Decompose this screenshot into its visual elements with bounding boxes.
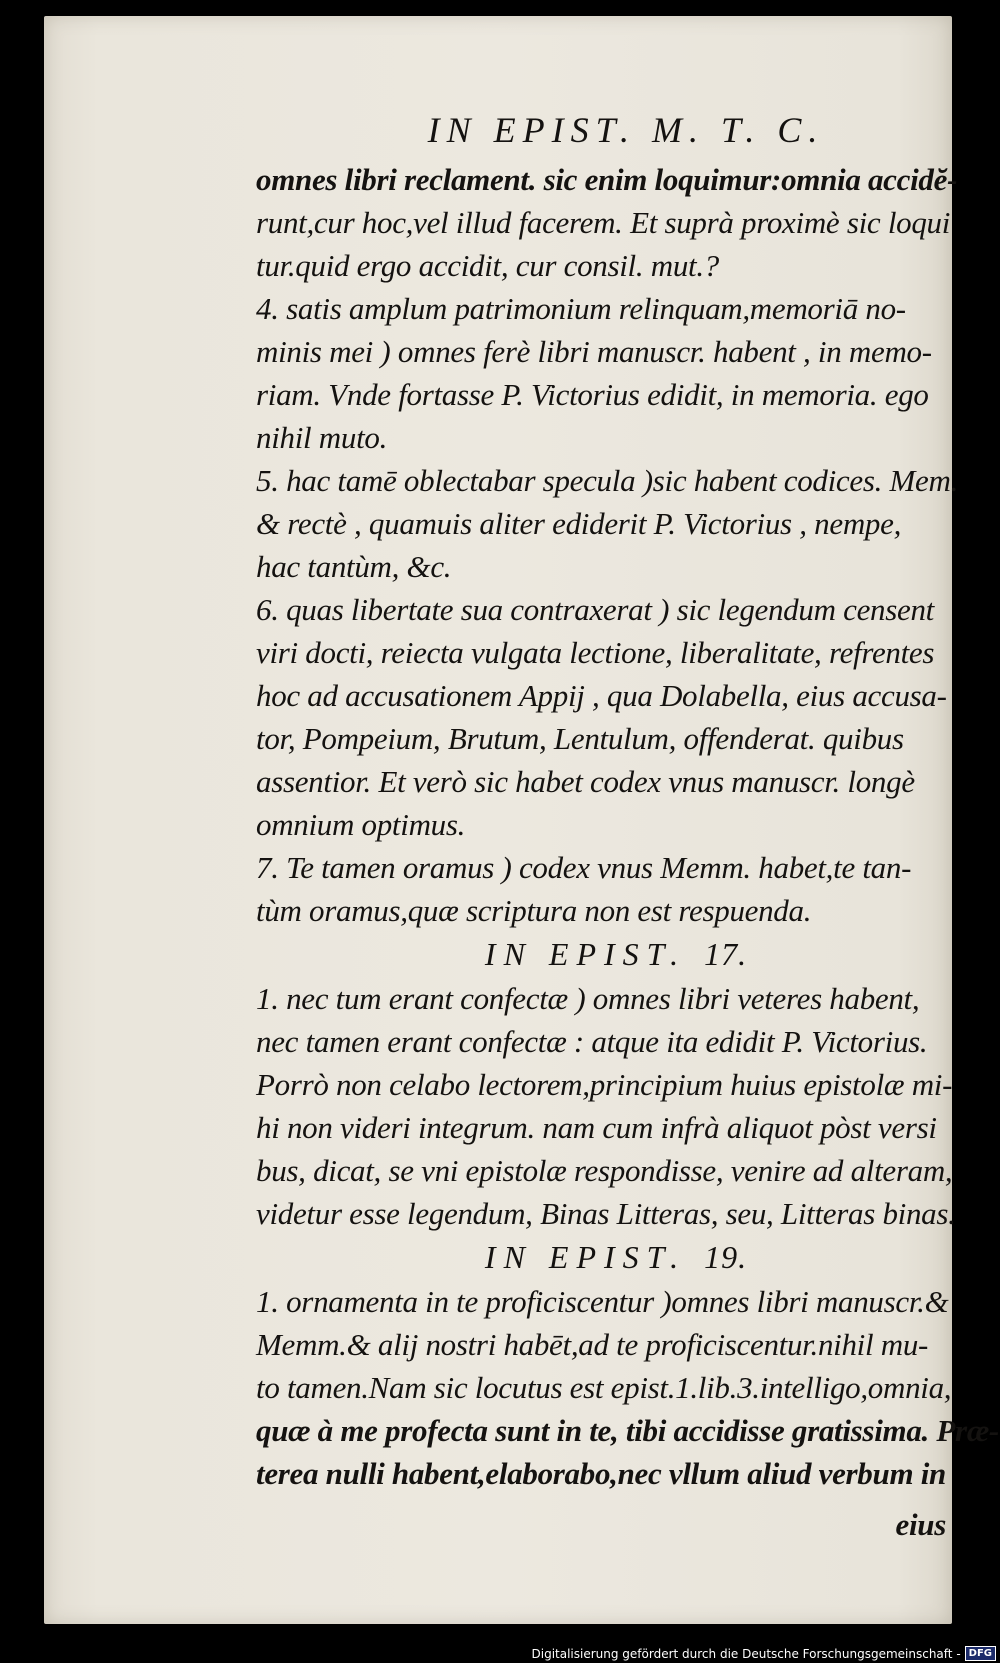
- text-line: & rectè , quamuis aliter ediderit P. Victorius , nempe,: [256, 506, 902, 541]
- text-line: omnium optimus.: [256, 807, 466, 842]
- book-page: [44, 16, 999, 1624]
- text-line: bus, dicat, se vni epistolæ respondisse, venire ad alteram,: [256, 1153, 953, 1188]
- footer-text: Digitalisierung gefördert durch die Deutsche Forschungsgemeinschaft -: [531, 1646, 961, 1661]
- text-line: hoc ad accusationem Appij , qua Dolabella, eius accusa-: [256, 678, 947, 713]
- text-line: tur.quid ergo accidit, cur consil. mut.?: [256, 248, 720, 283]
- section-heading-17: [276, 932, 956, 977]
- section-number: 17.: [704, 936, 748, 972]
- text-line: viri docti, reiecta vulgata lectione, liberalitate, refrentes: [256, 635, 935, 670]
- text-line: Porrò non celabo lectorem,principium huius epistolæ mi-: [256, 1067, 953, 1102]
- text-line: minis mei ) omnes ferè libri manuscr. habent , in memo-: [256, 334, 932, 369]
- text-line: tùm oramus,quæ scriptura non est respuenda.: [256, 893, 812, 928]
- text-line: Memm.& alij nostri habēt,ad te proficiscentur.nihil mu-: [256, 1327, 929, 1362]
- text-line: tor, Pompeium, Brutum, Lentulum, offenderat. quibus: [256, 721, 904, 756]
- text-line: hi non videri integrum. nam cum infrà aliquot pòst versi: [256, 1110, 937, 1145]
- text-line: 7. Te tamen oramus ) codex vnus Memm. habet,te tan-: [256, 850, 912, 885]
- text-line: to tamen.Nam sic locutus est epist.1.lib.3.intelligo,omnia,: [256, 1370, 952, 1405]
- line-group-17: [256, 977, 956, 1235]
- text-line: nihil muto.: [256, 420, 388, 455]
- text-line: runt,cur hoc,vel illud facerem. Et suprà proximè sic loqui: [256, 205, 951, 240]
- text-line: 1. ornamenta in te proficiscentur )omnes libri manuscr.&: [256, 1284, 949, 1319]
- text-line: 5. hac tamē oblectabar specula )sic habent codices. Mem.: [256, 463, 959, 498]
- text-line: terea nulli habent,elaborabo,nec vllum aliud verbum in: [256, 1456, 946, 1491]
- text-line: assentior. Et verò sic habet codex vnus manuscr. longè: [256, 764, 915, 799]
- text-line: nec tamen erant confectæ : atque ita edidit P. Victorius.: [256, 1024, 928, 1059]
- text-line: 1. nec tum erant confectæ ) omnes libri veteres habent,: [256, 981, 920, 1016]
- section-heading-label: IN EPIST.: [484, 1239, 687, 1275]
- dfg-logo-icon: DFG: [965, 1646, 996, 1661]
- digitization-footer: [532, 1646, 997, 1661]
- section-heading-19: [276, 1235, 956, 1280]
- text-line: riam. Vnde fortasse P. Victorius edidit, in memoria. ego: [256, 377, 929, 412]
- text-line: videtur esse legendum, Binas Litteras, seu, Litteras binas.: [256, 1196, 956, 1231]
- text-line: hac tantùm, &c.: [256, 549, 452, 584]
- running-head: IN EPIST. M. T. C.: [427, 110, 825, 150]
- text-line: 4. satis amplum patrimonium relinquam,memoriā no-: [256, 291, 906, 326]
- text-line: quæ à me profecta sunt in te, tibi accidisse gratissima. Præ-: [256, 1413, 999, 1448]
- text-line: 6. quas libertate sua contraxerat ) sic legendum censent: [256, 592, 934, 627]
- line-group-main: [256, 158, 959, 932]
- catchword: eius: [895, 1507, 946, 1542]
- page-text: [256, 102, 999, 1542]
- section-heading-label: IN EPIST.: [484, 936, 687, 972]
- text-line: omnes libri reclament. sic enim loquimur:omnia accidĕ-: [256, 162, 958, 197]
- line-group-19: [256, 1280, 999, 1495]
- section-number: 19.: [704, 1239, 748, 1275]
